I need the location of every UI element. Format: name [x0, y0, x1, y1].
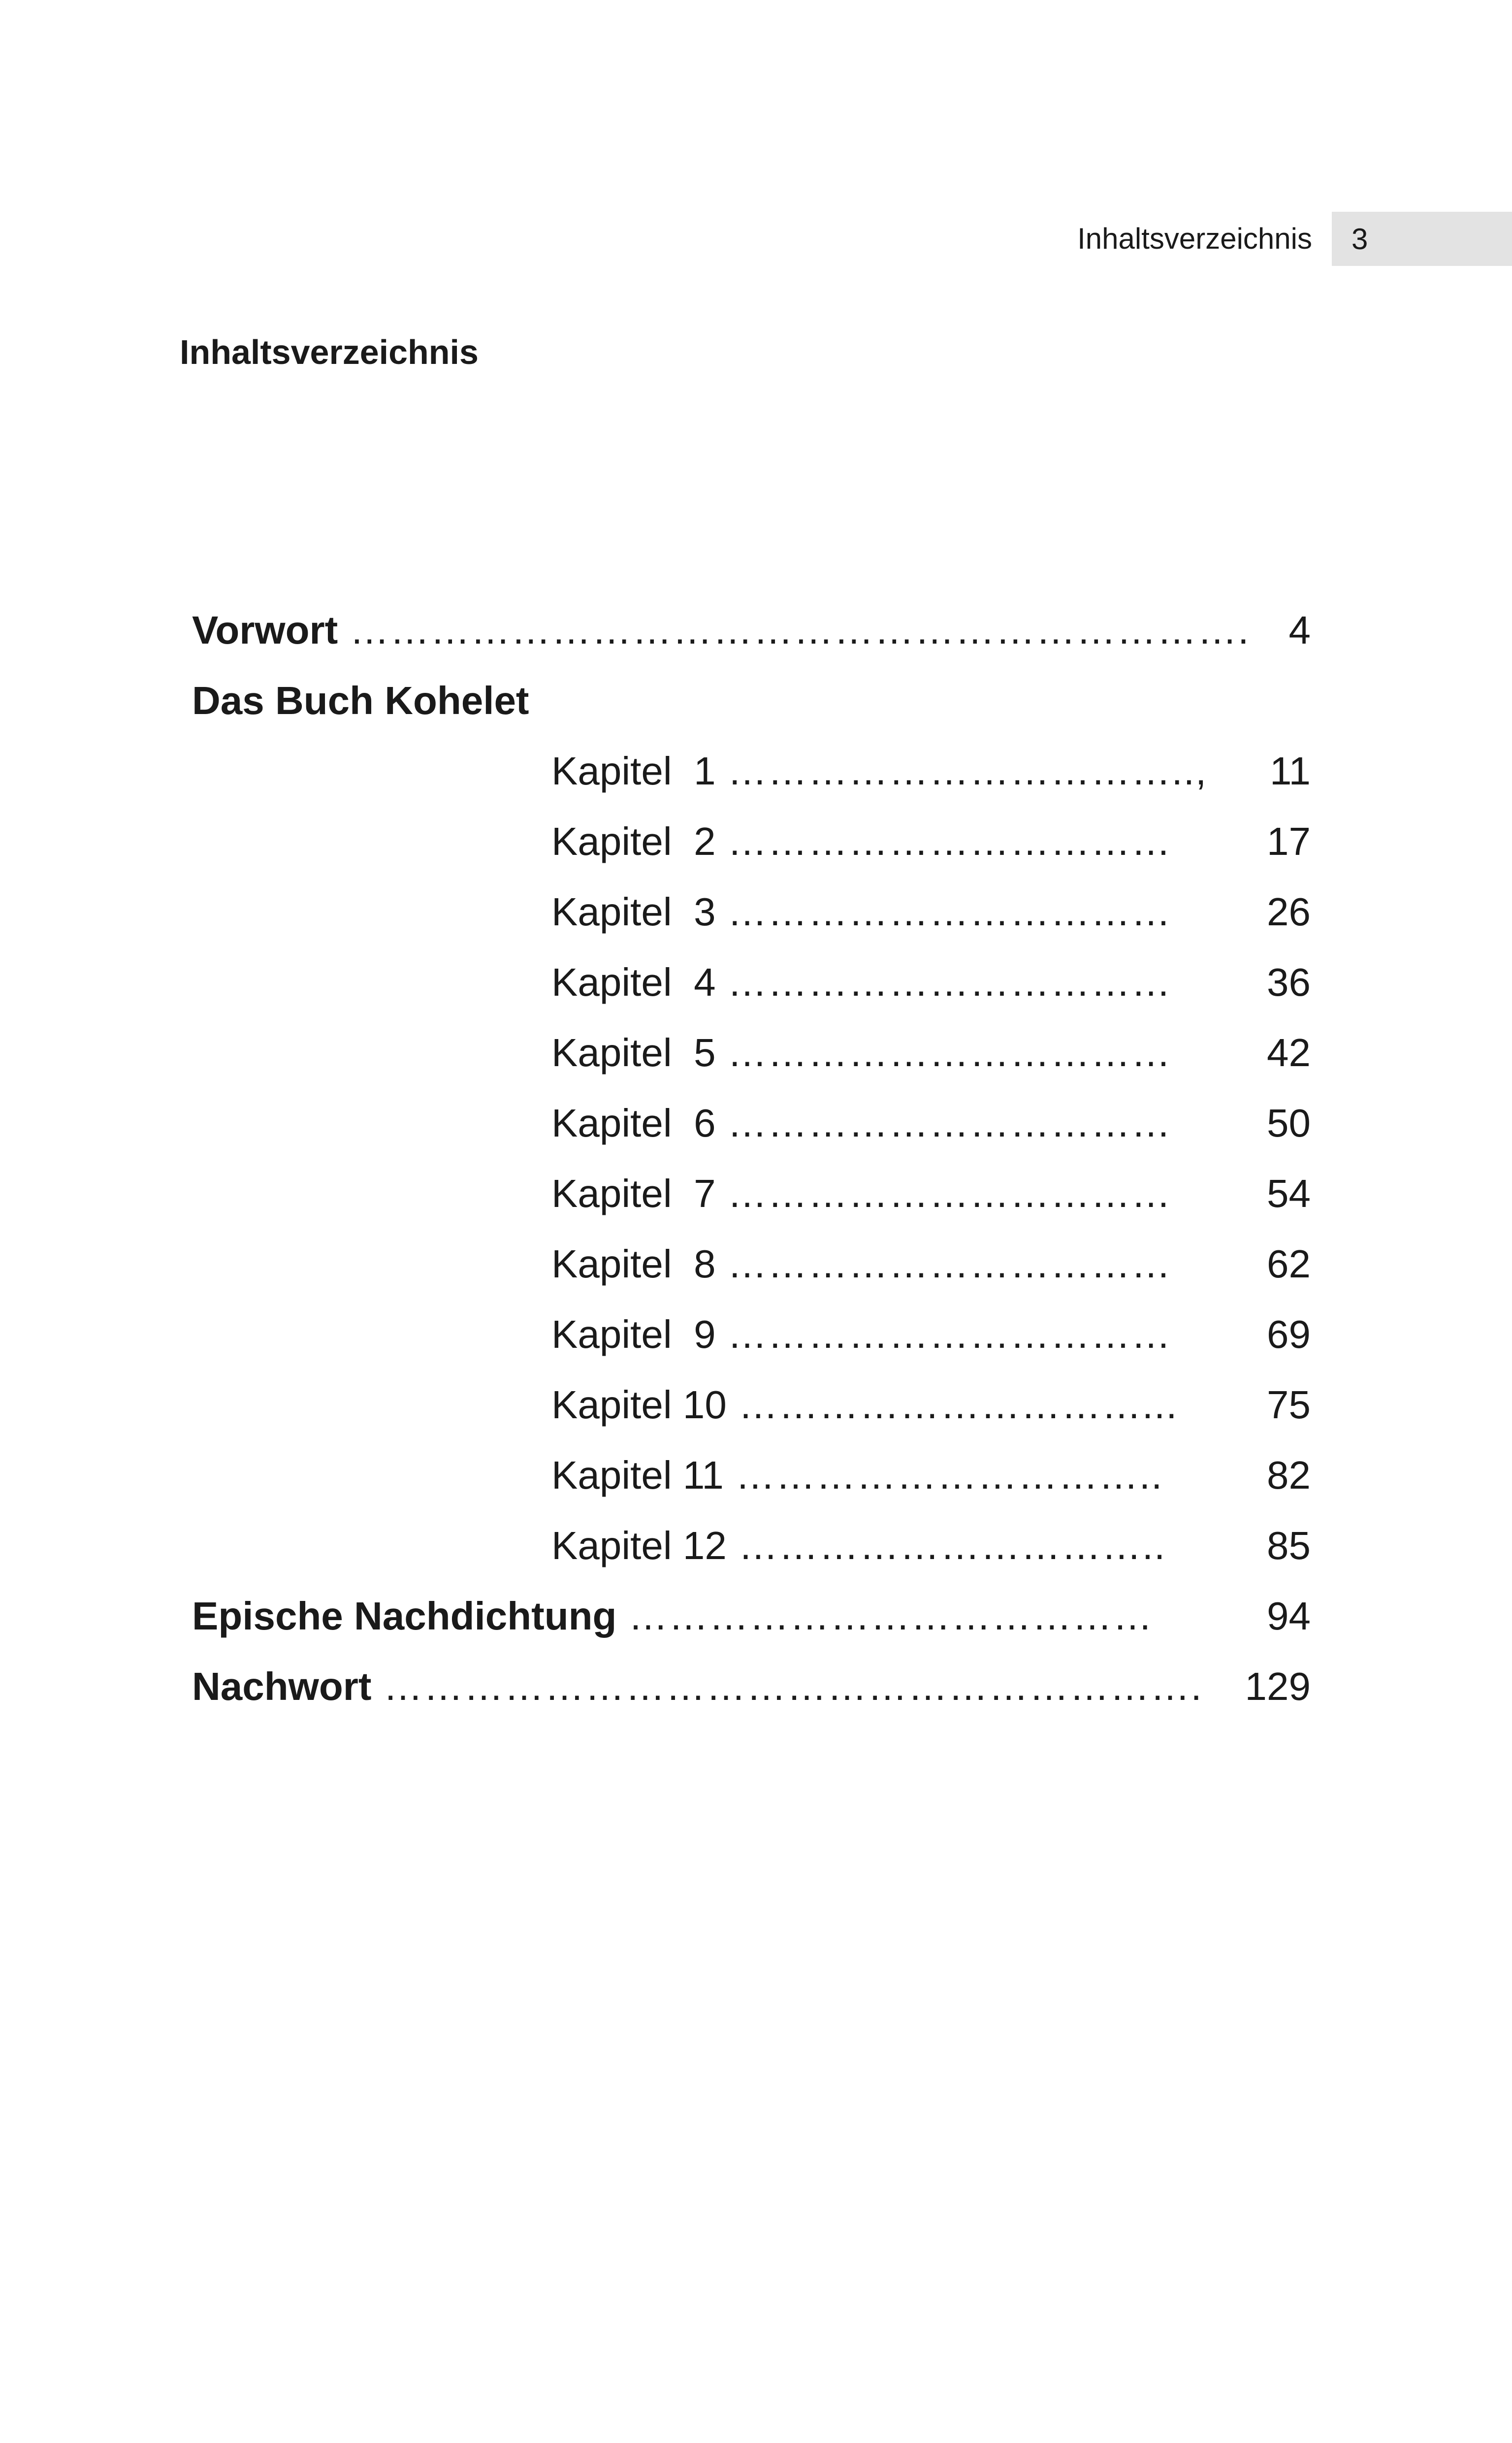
toc-entry-page-number: 42 [1267, 1031, 1311, 1075]
toc-entry-leader: …………………………… [727, 819, 1172, 863]
toc-entry-leader: ………………………….. [738, 1524, 1166, 1567]
toc-entry-page-number: 54 [1267, 1172, 1311, 1215]
toc-entry-page-number: 50 [1267, 1101, 1311, 1145]
toc-entry-label: Kapitel 11 [551, 1453, 724, 1497]
toc-entry-page-number: 69 [1267, 1312, 1311, 1356]
page-number: 3 [1351, 222, 1368, 256]
toc-entry-label: Kapitel 9 [551, 1312, 716, 1356]
toc-entry-major [192, 1589, 1311, 1643]
toc-entry-leader: …………………………… [727, 1242, 1172, 1286]
toc-entry-leader: ………………………….. [735, 1453, 1163, 1497]
toc-entry-page-number: 129 [1245, 1664, 1311, 1708]
toc-entry-leader: …………………………… [727, 1101, 1172, 1145]
toc-entry-leader: …………………………… [727, 960, 1172, 1004]
toc-entry-major [192, 674, 1311, 728]
toc-entry-label: Kapitel 2 [551, 819, 716, 863]
toc-entry-chapter [551, 885, 1311, 939]
toc-entry-label: Kapitel 4 [551, 960, 716, 1004]
toc-entry-leader: ………………………………… [628, 1594, 1154, 1638]
toc-entry-leader: …………………………… [727, 1031, 1172, 1075]
toc-entry-page-number: 82 [1267, 1453, 1311, 1497]
toc-entry-chapter [551, 1096, 1311, 1150]
toc-entry-label: Kapitel 5 [551, 1031, 716, 1075]
toc-entry-label: Kapitel 6 [551, 1101, 716, 1145]
toc-entry-chapter [551, 814, 1311, 869]
toc-entry-leader: …………………………….., [727, 749, 1208, 793]
toc-entry-chapter [551, 1448, 1311, 1502]
toc-entry-label: Kapitel 8 [551, 1242, 716, 1286]
toc-entry-label: Kapitel 3 [551, 890, 716, 934]
toc-entry-major [192, 1660, 1311, 1714]
toc-entry-page-number: 36 [1267, 960, 1311, 1004]
toc-entry-chapter [551, 1237, 1311, 1291]
toc-entry-chapter [551, 1378, 1311, 1432]
toc-entry-page-number: 11 [1269, 749, 1311, 793]
toc-entry-page-number: 17 [1267, 819, 1311, 863]
toc-entry-leader: …………………………… [727, 890, 1172, 934]
toc-entry-label: Kapitel 12 [551, 1524, 727, 1567]
toc-entry-chapter [551, 744, 1311, 798]
toc-entry-label: Kapitel 7 [551, 1172, 716, 1215]
toc-entry-chapter [551, 1307, 1311, 1362]
toc-entry-page-number: 62 [1267, 1242, 1311, 1286]
toc-entry-page-number: 85 [1267, 1524, 1311, 1567]
toc-entry-leader: …………………………… [727, 1172, 1172, 1215]
toc-entry-chapter [551, 955, 1311, 1010]
toc-entry-leader: …………………………… [727, 1312, 1172, 1356]
toc-entry-leader: ……………………………………………………. [383, 1664, 1203, 1708]
toc-entry-label: Das Buch Kohelet [192, 679, 529, 722]
toc-entry-chapter [551, 1519, 1311, 1573]
running-header-title: Inhaltsverzeichnis [1077, 222, 1312, 255]
toc-entry-label: Epische Nachdichtung [192, 1594, 617, 1638]
toc-entry-chapter [551, 1026, 1311, 1080]
toc-entry-major [192, 603, 1311, 657]
toc-entry-chapter [551, 1167, 1311, 1221]
toc-entry-page-number: 75 [1267, 1383, 1311, 1427]
toc-entry-label: Vorwort [192, 608, 338, 652]
toc-entry-page-number: 94 [1267, 1594, 1311, 1638]
toc-entry-label: Kapitel 1 [551, 749, 716, 793]
toc-entry-page-number: 26 [1267, 890, 1311, 934]
page-title: Inhaltsverzeichnis [180, 333, 479, 371]
toc-entry-label: Kapitel 10 [551, 1383, 727, 1427]
toc-entry-leader: …………………………………………………………. [350, 608, 1250, 652]
toc-entry-page-number: 4 [1288, 608, 1311, 652]
toc-entry-leader: …………………………... [738, 1383, 1178, 1427]
toc-entry-label: Nachwort [192, 1664, 372, 1708]
